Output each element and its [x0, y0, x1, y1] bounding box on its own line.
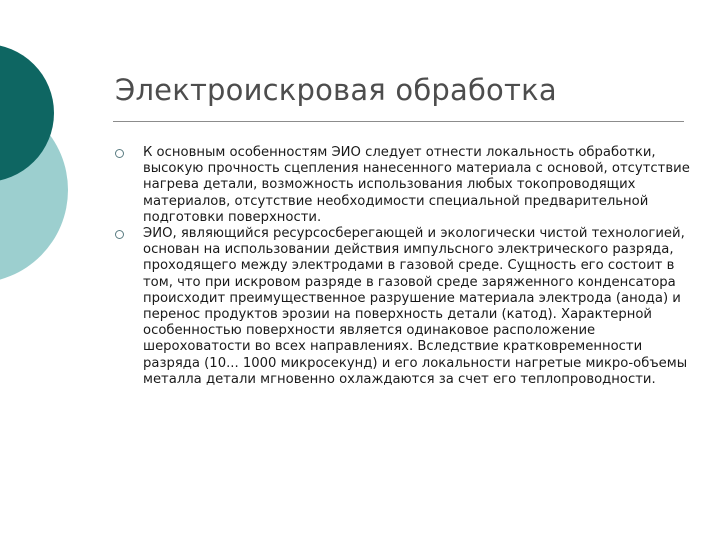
bullet-circle-icon	[115, 149, 124, 158]
title-divider	[113, 121, 684, 122]
bullet-text: ЭИО, являющийся ресурсосберегающей и экологически чистой технологией, основан на использовании действия импульсного электрического разряда, проходящего между электродами в газовой среде. Сущность его состоит в том, что при искровом разряде в газовой среде заряженного конденсатора происходит преимущественное разрушение материала электрода (анода) и перенос продуктов эрозии на поверхность детали (катод). Характерной особенностью поверхности является одинаковое расположение шероховатости во всех направлениях. Вследствие кратковременности разряда (10... 1000 микросекунд) и его локальности нагретые микро-объемы металла детали мгновенно охлаждаются за счет его теплопроводности.	[143, 226, 688, 387]
bullet-item	[113, 145, 703, 226]
bullet-item	[113, 226, 703, 388]
bullet-text: К основным особенностям ЭИО следует отнести локальность обработки, высокую прочность сцепления нанесенного материала с основой, отсутствие нагрева детали, возможность использования любых токопроводящих материалов, отсутствие необходимости специальной предварительной подготовки поверхности.	[143, 145, 690, 225]
decorative-circles	[0, 0, 120, 300]
bullet-circle-icon	[115, 230, 124, 239]
slide-title: Электроискровая обработка	[115, 73, 557, 107]
bullet-list	[113, 145, 703, 388]
